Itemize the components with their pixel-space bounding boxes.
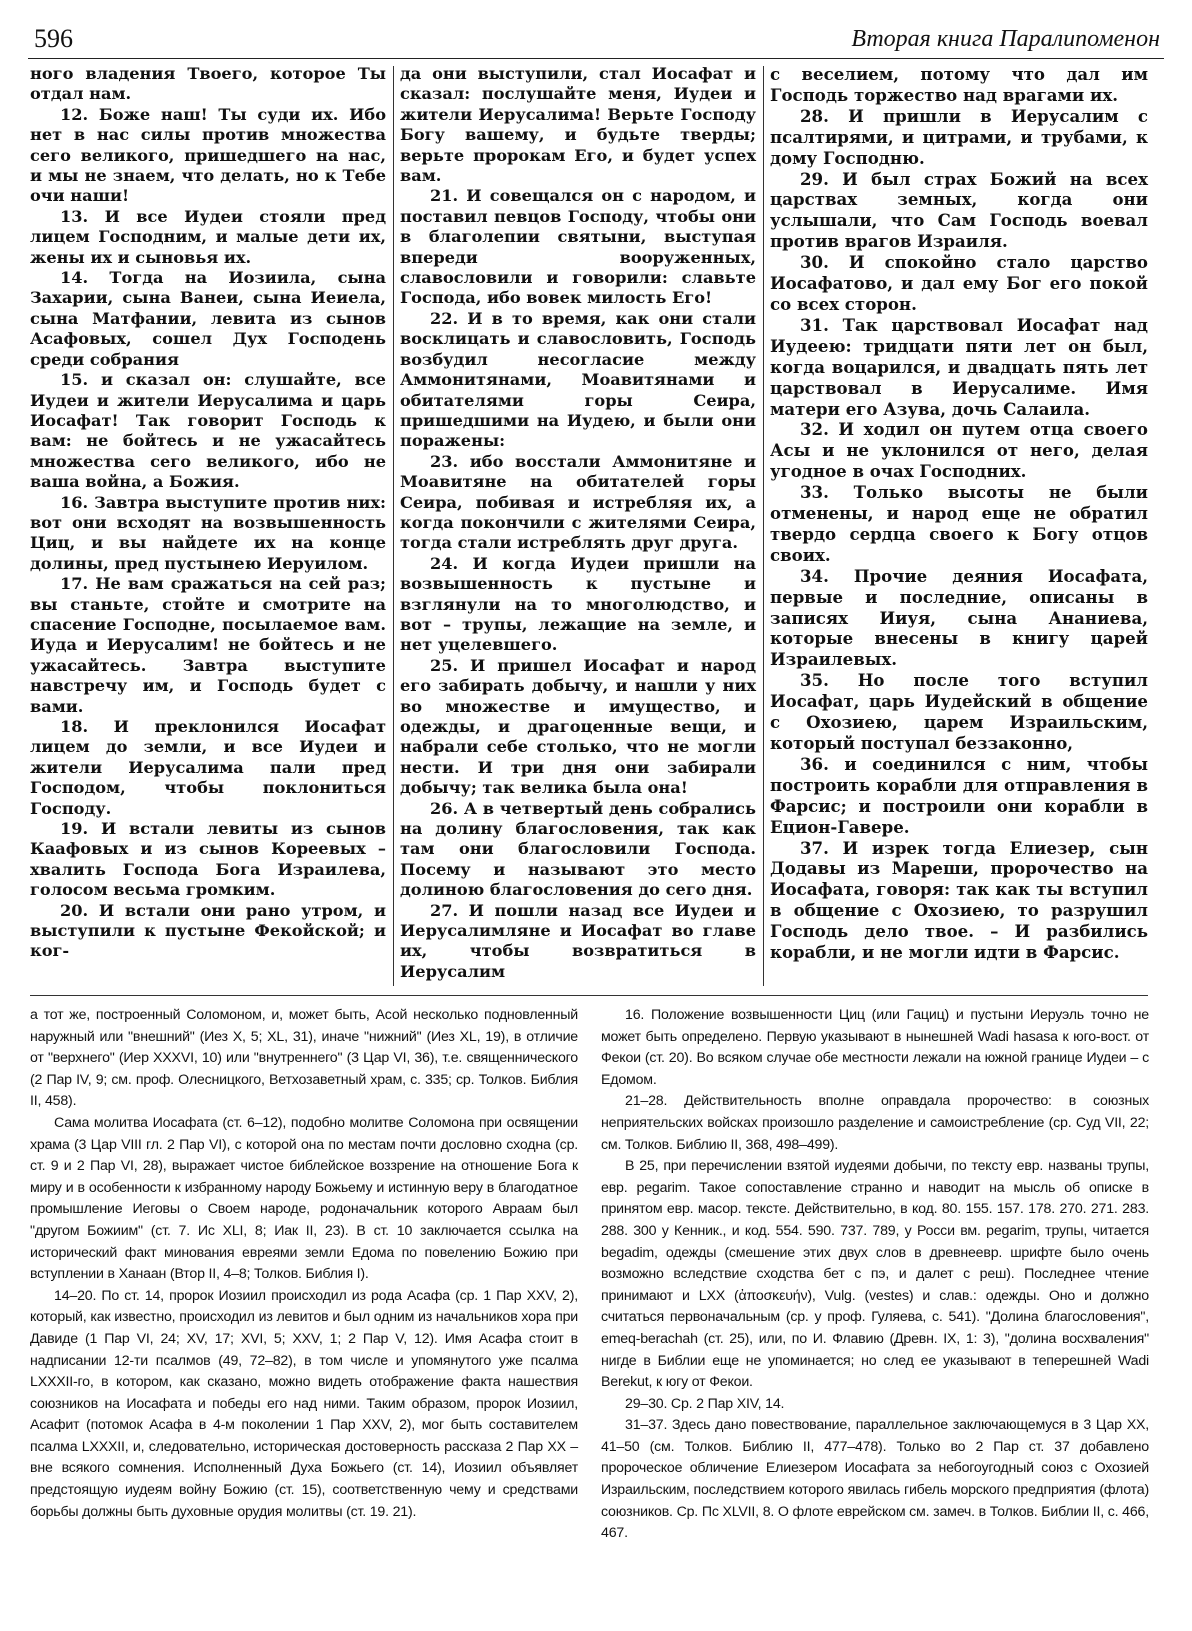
verse: 32. И ходил он путем отца своего Асы и не уклонился от него, делая угодное в очах Господних. xyxy=(770,419,1148,482)
page-number: 596 xyxy=(34,24,73,53)
verse: 14. Тогда на Иозиила, сына Захарии, сына Ванеи, сына Иеиела, сына Матфании, левита из сынов Асафовых, сошел Дух Господень среди собрания xyxy=(30,268,386,369)
verse: 27. И пошли назад все Иудеи и Иерусалимляне и Иосафат во главе их, чтобы возвратиться в Иерусалим xyxy=(400,900,756,981)
verse: 29. И был страх Божий на всех царствах земных, когда они услышали, что Сам Господь воевал против врагов Израиля. xyxy=(770,168,1148,252)
verse: 19. И встали левиты из сынов Каафовых и из сынов Кореевых – хвалить Господа Бога Израилева, голосом весьма громким. xyxy=(30,819,386,900)
verse: 23. ибо восстали Аммонитяне и Моавитяне на обитателей горы Сеира, побивая и истребляя их, а когда покончили с жителями Сеира, тогда стали истреблять друг друга. xyxy=(400,451,756,553)
verse: 12. Боже наш! Ты суди их. Ибо нет в нас силы против множества сего великого, пришедшего на нас, и мы не знаем, что делать, но к Тебе очи наши! xyxy=(30,104,386,206)
verse: 13. И все Иудеи стояли пред лицем Господним, и малые дети их, жены их и сыновья их. xyxy=(30,206,386,267)
text-column-1 xyxy=(30,64,386,962)
column-divider xyxy=(393,66,394,986)
page-header xyxy=(28,22,1164,59)
verse: 16. Завтра выступите против них: вот они всходят на возвышенность Циц, и вы найдете их на конце долины, пред пустынею Иеруилом. xyxy=(30,492,386,573)
commentary-column-left xyxy=(30,1005,578,1523)
verse: 28. И пришли в Иерусалим с псалтирями, и цитрами, и трубами, к дому Господню. xyxy=(770,105,1148,168)
verse: 34. Прочие деяния Иосафата, первые и последние, описаны в записях Ииуя, сына Ананиева, которые внесены в книгу царей Израилевых. xyxy=(770,565,1148,670)
verse: 36. и соединился с ним, чтобы построить корабли для отправления в Фарсис; и построили они корабли в Ецион-Гавере. xyxy=(770,753,1148,837)
verse: с веселием, потому что дал им Господь торжество над врагами их. xyxy=(770,64,1148,105)
verse: 37. И изрек тогда Елиезер, сын Додавы из Мареши, пророчество на Иосафата, говоря: так как ты вступил в общение с Охозиею, то разрушил Господь дело твое. – И разбились корабли, и не могли идти в Фарсис. xyxy=(770,837,1148,963)
verse: 22. И в то время, как они стали восклицать и славословить, Господь возбудил несогласие между Аммонитянами, Моавитянами и обитателями горы Сеира, пришедшими на Иудею, и были они поражены: xyxy=(400,308,756,451)
text-column-2 xyxy=(400,64,756,982)
verse: 31. Так царствовал Иосафат над Иудеею: тридцати пяти лет он был, когда воцарился, и двадцать пять лет царствовал в Иерусалиме. Имя матери его Азува, дочь Салаила. xyxy=(770,314,1148,419)
verse: 33. Только высоты не были отменены, и народ еще не обратил твердо сердца своего к Богу отцов своих. xyxy=(770,482,1148,565)
verse: 26. А в четвертый день собрались на долину благословения, так как там они благословили Господа. Посему и называют это место долиною благословения до сего дня. xyxy=(400,798,756,900)
commentary-paragraph: 21–28. Действительность вполне оправдала пророчество: в союзных неприятельских войсках произошло разделение и самоистребление (ср. Суд VII, 22; см. Толков. Библию II, 368, 498–499). xyxy=(601,1093,1149,1153)
commentary-column-right xyxy=(601,1005,1149,1545)
running-title: Вторая книга Паралипоменон xyxy=(851,26,1160,52)
commentary-paragraph: В 25, при перечислении взятой иудеями добычи, по тексту евр. названы трупы, евр. pegarim. Такое сопоставление странно и наводит на мысль об описке в принятом евр. масор. тексте. Действительно, в код. 80. 155. 157. 178. 270. 271. 283. 288. 300 у Кенник., и код. 554. 590. 737. 789, у Росси вм. pegarim, трупы, читается begadim, одежды (смешение этих двух слов в древнеевр. шрифте было очень возможно вследствие сходства бет с пэ, и далет с реш). Последнее чтение принимают и LXX (ἀποσκευήν), Vulg. (vestes) и слав.: одежды. Оно и должно считаться первоначальным (ср. у проф. Гуляева, с. 541). "Долина благословения", emeq-berachah (ст. 25), или, по И. Флавию (Древн. IX, 1: 3), "долина восхваления" нигде в Библии еще не упоминается; но след ее указывают в теперешней Wadi Berekut, к югу от Фекои. xyxy=(601,1158,1149,1391)
verse: 20. И встали они рано утром, и выступили к пустыне Фекойской; и ког- xyxy=(30,900,386,961)
text-column-3 xyxy=(770,64,1148,963)
column-divider xyxy=(763,66,764,986)
verse: ного владения Твоего, которое Ты отдал нам. xyxy=(30,64,386,104)
verse: 15. и сказал он: слушайте, все Иудеи и жители Иерусалима и царь Иосафат! Так говорит Господь к вам: не бойтесь и не ужасайтесь множества сего великого, ибо не ваша война, а Божия. xyxy=(30,370,386,492)
verse: 25. И пришел Иосафат и народ его забирать добычу, и нашли у них во множестве и имущество, и одежды, и драгоценные вещи, и набрали себе столько, что не могли нести. И три дня они забирали добычу; так велика была она! xyxy=(400,655,756,798)
verse: 35. Но после того вступил Иосафат, царь Иудейский в общение с Охозиею, царем Израильским, который поступал беззаконно, xyxy=(770,670,1148,753)
commentary-paragraph: 14–20. По ст. 14, пророк Иозиил происходил из рода Асафа (ср. 1 Пар XXV, 2), который, как известно, происходил из левитов и был одним из начальников хора при Давиде (1 Пар VI, 24; XV, 17; XVI, 5; XXV, 1; 2 Пар V, 12). Имя Асафа стоит в надписании 12-ти псалмов (49, 72–82), в том числе и упомянутого уже псалма LXXXII-го, в котором, как сказано, можно видеть отображение факта нашествия союзников на Иосафата и победы его над ними. Таким образом, пророк Иозиил, Асафит (потомок Асафа в 4-м поколении 1 Пар XXV, 2), мог быть составителем псалма LXXXII, и, следовательно, историческая достоверность рассказа 2 Пар XX – вне всякого сомнения. Исполненный Духа Божьего (ст. 14), Иозиил объявляет предстоящую иудеям войну Божию (ст. 15), соответственную чему и средствами борьбы должны быть духовные орудия молитвы (ст. 19. 21). xyxy=(30,1287,578,1520)
verse: 18. И преклонился Иосафат лицем до земли, и все Иудеи и жители Иерусалима пали пред Господом, чтобы поклониться Господу. xyxy=(30,717,386,818)
commentary-separator xyxy=(30,995,1148,996)
verse: 17. Не вам сражаться на сей раз; вы станьте, стойте и смотрите на спасение Господне, посылаемое вам. Иуда и Иерусалим! не бойтесь и не ужасайтесь. Завтра выступите навстречу им, и Господь будет с вами. xyxy=(30,574,386,716)
commentary-paragraph: 16. Положение возвышенности Циц (или Гациц) и пустыни Иеруэль точно не может быть определено. Первую указывают в нынешней Wadi hasasa к юго-вост. от Фекои (ст. 20). Во всяком случае обе местности лежали на южной границе Иудеи – с Едомом. xyxy=(601,1007,1149,1088)
commentary-paragraph: 29–30. Ср. 2 Пар XIV, 14. xyxy=(625,1395,785,1412)
commentary-paragraph: 31–37. Здесь дано повествование, параллельное заключающемуся в 3 Цар XX, 41–50 (см. Толков. Библию II, 477–478). Только во 2 Пар ст. 37 добавлено пророческое обличение Елиезером Иосафата за небогоугодный союз с Охозией Израильским, последствием которого явилась гибель морского предприятия (флота) союзников. Ср. Пс XLVII, 8. О флоте еврейском см. замеч. в Толков. Библии II, с. 466, 467. xyxy=(601,1417,1149,1542)
verse: 24. И когда Иудеи пришли на возвышенность к пустыне и взглянули на то многолюдство, и вот – трупы, лежащие на земле, и нет уцелевшего. xyxy=(400,553,756,655)
verse: 30. И спокойно стало царство Иосафатово, и дал ему Бог его покой со всех сторон. xyxy=(770,252,1148,314)
commentary-paragraph: а тот же, построенный Соломоном, и, может быть, Асой несколько подновленный наружный или "внешний" (Иез X, 5; XL, 31), иначе "нижний" (Иез XL, 19), в отличие от "верхнего" (Иер XXXVI, 10) или "внутреннего" (3 Цар VI, 36), т.е. священнического (2 Пар IV, 9; см. проф. Олесницкого, Ветхозаветный храм, с. 335; ср. Толков. Библия II, 458). xyxy=(30,1007,578,1110)
commentary-paragraph: Сама молитва Иосафата (ст. 6–12), подобно молитве Соломона при освящении храма (3 Цар VIII гл. 2 Пар VI), с которой она по местам почти дословно сходна (ср. ст. 9 и 2 Пар VI, 28), выражает чистое библейское воззрение на отношение Бога к миру и в особенности к избранному народу Божьему и истинную веру в благодатное промышление Иеговы о Своем народе, родоначальник которого Авраам был "другом Божиим" (ст. 7. Ис XLI, 8; Иак II, 23). В ст. 10 заключается ссылка на исторический факт минования евреями земли Едома по повелению Божию при вступлении в Ханаан (Втор II, 4–8; Толков. Библия I). xyxy=(30,1114,578,1283)
verse: 21. И совещался он с народом, и поставил певцов Господу, чтобы они в благолепии святыни, выступая впереди вооруженных, славословили и говорили: славьте Господа, ибо вовек милость Его! xyxy=(400,186,756,308)
verse: да они выступили, стал Иосафат и сказал: послушайте меня, Иудеи и жители Иерусалима! Верьте Господу Богу вашему, и будьте тверды; верьте пророкам Его, и будет успех вам. xyxy=(400,64,756,186)
